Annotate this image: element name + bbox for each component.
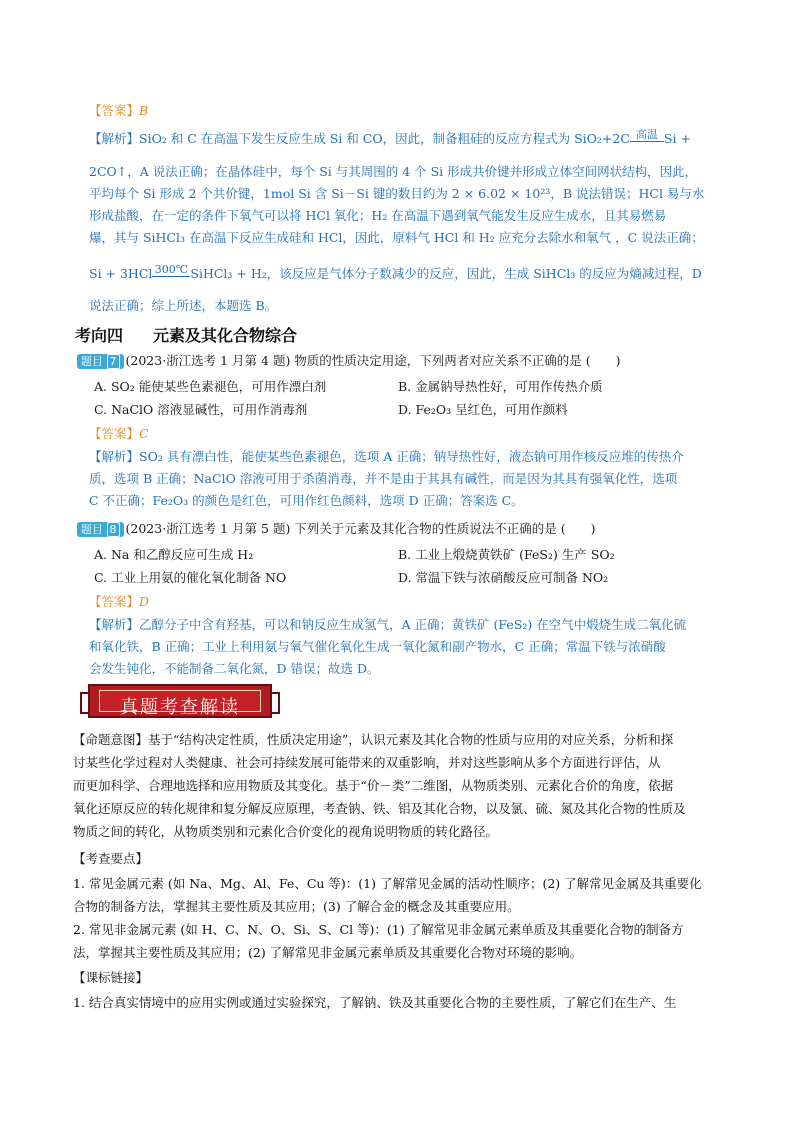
answer-line	[89, 103, 148, 119]
question-badge: 题目 7	[77, 354, 124, 369]
answer-label: 【答案】	[89, 426, 140, 441]
points-line: 合物的制备方法，掌握其主要性质及其应用；(3) 了解合金的概念及其重要应用。	[73, 899, 520, 914]
standard-title: 【课标链接】	[73, 970, 149, 985]
option-c: C. NaClO 溶液显碱性，可用作消毒剂	[94, 402, 308, 417]
option-b: B. 金属钠导热性好，可用作传热介质	[398, 379, 603, 394]
explanation-line	[89, 617, 686, 633]
points-line: 2. 常见非金属元素 (如 H、C、N、O、Si、S、Cl 等)：(1) 了解常见非金属元素单质及其重要化合物的制备方	[73, 922, 684, 937]
question-8-stem	[77, 521, 596, 537]
question-badge: 题目 8	[77, 522, 124, 537]
intent-line: 而更加科学、合理地选择和应用物质及其变化。基于“价－类”二维图，从物质类别、元素化合价的角度，依据	[73, 778, 674, 793]
explanation-line	[89, 661, 380, 677]
answer-line	[89, 594, 149, 610]
option-c: C. 工业上用氨的催化氧化制备 NO	[94, 570, 287, 585]
standard-line: 1. 结合真实情境中的应用实例或通过实验探究，了解钠、铁及其重要化合物的主要性质，了解它们在生产、生	[73, 995, 677, 1010]
answer-value: D	[139, 594, 150, 609]
explanation-text: Si + 3HCl	[89, 266, 153, 281]
explanation-text: 平均每个 Si 形成 2 个共价键，1mol Si 含 Si－Si 键的数目约为 2 × 6.02 × 10²³，B 说法错误；HCl 易与水	[89, 186, 705, 201]
explanation-line	[89, 471, 677, 487]
explanation-text: 和氧化铁，B 正确；工业上利用氨与氧气催化氧化生成一氧化氮和副产物水，C 正确；常温下铁与浓硝酸	[89, 639, 666, 654]
explanation-text: 质，选项 B 正确；NaClO 溶液可用于杀菌消毒，并不是由于其具有碱性，而是因为其具有强氧化性，选项	[89, 471, 678, 486]
option-a: A. Na 和乙醇反应可生成 H₂	[94, 547, 254, 562]
explanation-label: 【解析】	[89, 449, 140, 464]
explanation-line	[89, 449, 684, 465]
explanation-text: SO₂ 具有漂白性，能使某些色素褪色，选项 A 正确；钠导热性好，液态钠可用作核反应堆的传热介	[139, 449, 684, 464]
explanation-label: 【解析】	[89, 617, 140, 632]
question-text: (2023·浙江选考 1 月第 5 题) 下列关于元素及其化合物的性质说法不正确的是 ( )	[125, 521, 596, 536]
question-7-stem	[77, 353, 621, 369]
section-banner	[88, 684, 272, 718]
explanation-text: 2CO↑，A 说法正确；在晶体硅中，每个 Si 与其周围的 4 个 Si 形成共价键并形成立体空间网状结构，因此，	[89, 164, 698, 179]
explanation-text: 会发生钝化，不能制备二氧化氮，D 错误；故选 D。	[89, 661, 380, 676]
option-a: A. SO₂ 能使某些色素褪色，可用作漂白剂	[94, 379, 327, 394]
answer-label: 【答案】	[89, 594, 140, 609]
section-number: 考向四	[75, 326, 124, 345]
option-d: D. 常温下铁与浓硝酸反应可制备 NO₂	[398, 570, 609, 585]
explanation-line	[89, 164, 697, 180]
intent-line: 氧化还原反应的转化规律和复分解反应原理，考查钠、铁、铝及其化合物，以及氯、硫、氮及其化合物的性质及	[73, 801, 686, 816]
explanation-text: 说法正确；综上所述，本题选 B。	[89, 298, 278, 313]
answer-value: B	[139, 103, 149, 118]
reaction-condition: 300℃	[152, 264, 190, 277]
explanation-label: 【解析】	[89, 131, 140, 146]
explanation-text: Si +	[663, 131, 691, 146]
points-line: 1. 常见金属元素 (如 Na、Mg、Al、Fe、Cu 等)：(1) 了解常见金属的活动性顺序；(2) 了解常见金属及其重要化	[73, 876, 702, 891]
answer-label: 【答案】	[89, 103, 140, 118]
explanation-text: 乙醇分子中含有羟基，可以和钠反应生成氢气，A 正确；黄铁矿 (FeS₂) 在空气中煅烧生成二氧化硫	[139, 617, 687, 632]
explanation-line	[89, 263, 702, 282]
question-text: (2023·浙江选考 1 月第 4 题) 物质的性质决定用途，下列两者对应关系不正确的是 ( )	[125, 353, 621, 368]
answer-value: C	[139, 426, 149, 441]
explanation-text: SiO₂ 和 C 在高温下发生反应生成 Si 和 CO，因此，制备粗硅的反应方程式为 SiO₂+2C	[139, 131, 630, 146]
explanation-line	[89, 208, 666, 224]
intent-line: 物质之间的转化，从物质类别和元素化合价变化的视角说明物质的转化路径。	[73, 824, 499, 839]
intent-line: 【命题意图】基于“结构决定性质，性质决定用途”，认识元素及其化合物的性质与应用的对应关系，分析和探	[73, 732, 674, 747]
explanation-line	[89, 230, 704, 246]
explanation-line	[89, 298, 277, 314]
option-d: D. Fe₂O₃ 呈红色，可用作颜料	[398, 402, 568, 417]
banner-title: 真题考查解读	[120, 697, 240, 718]
option-b: B. 工业上煅烧黄铁矿 (FeS₂) 生产 SO₂	[398, 547, 615, 562]
section-heading	[75, 323, 297, 346]
explanation-text: 形成盐酸，在一定的条件下氧气可以将 HCl 氧化；H₂ 在高温下遇到氧气能发生反应生成水，且其易燃易	[89, 208, 667, 223]
points-line: 法，掌握其主要性质及其应用；(2) 了解常见非金属元素单质及其重要化合物对环境的影响。	[73, 945, 583, 960]
banner-frame	[99, 690, 261, 718]
explanation-line	[89, 128, 691, 147]
points-title: 【考查要点】	[73, 851, 149, 866]
section-title: 元素及其化合物综合	[153, 326, 298, 345]
explanation-text: C 不正确；Fe₂O₃ 的颜色是红色，可用作红色颜料，选项 D 正确；答案选 C。	[89, 493, 524, 508]
explanation-line	[89, 186, 704, 202]
explanation-text: 爆，其与 SiHCl₃ 在高温下反应生成硅和 HCl，因此，原料气 HCl 和 H₂ 应充分去除水和氧气 ，C 说法正确；	[89, 230, 704, 245]
intent-line: 讨某些化学过程对人类健康、社会可持续发展可能带来的双重影响，并对这些影响从多个方面进行评估，从	[73, 755, 661, 770]
reaction-condition: 高温	[630, 129, 664, 142]
explanation-text: SiHCl₃ + H₂，该反应是气体分子数减少的反应，因此，生成 SiHCl₃ 的反应为熵减过程，D	[190, 266, 702, 281]
answer-line	[89, 426, 149, 442]
explanation-line	[89, 493, 524, 509]
explanation-line	[89, 639, 666, 655]
